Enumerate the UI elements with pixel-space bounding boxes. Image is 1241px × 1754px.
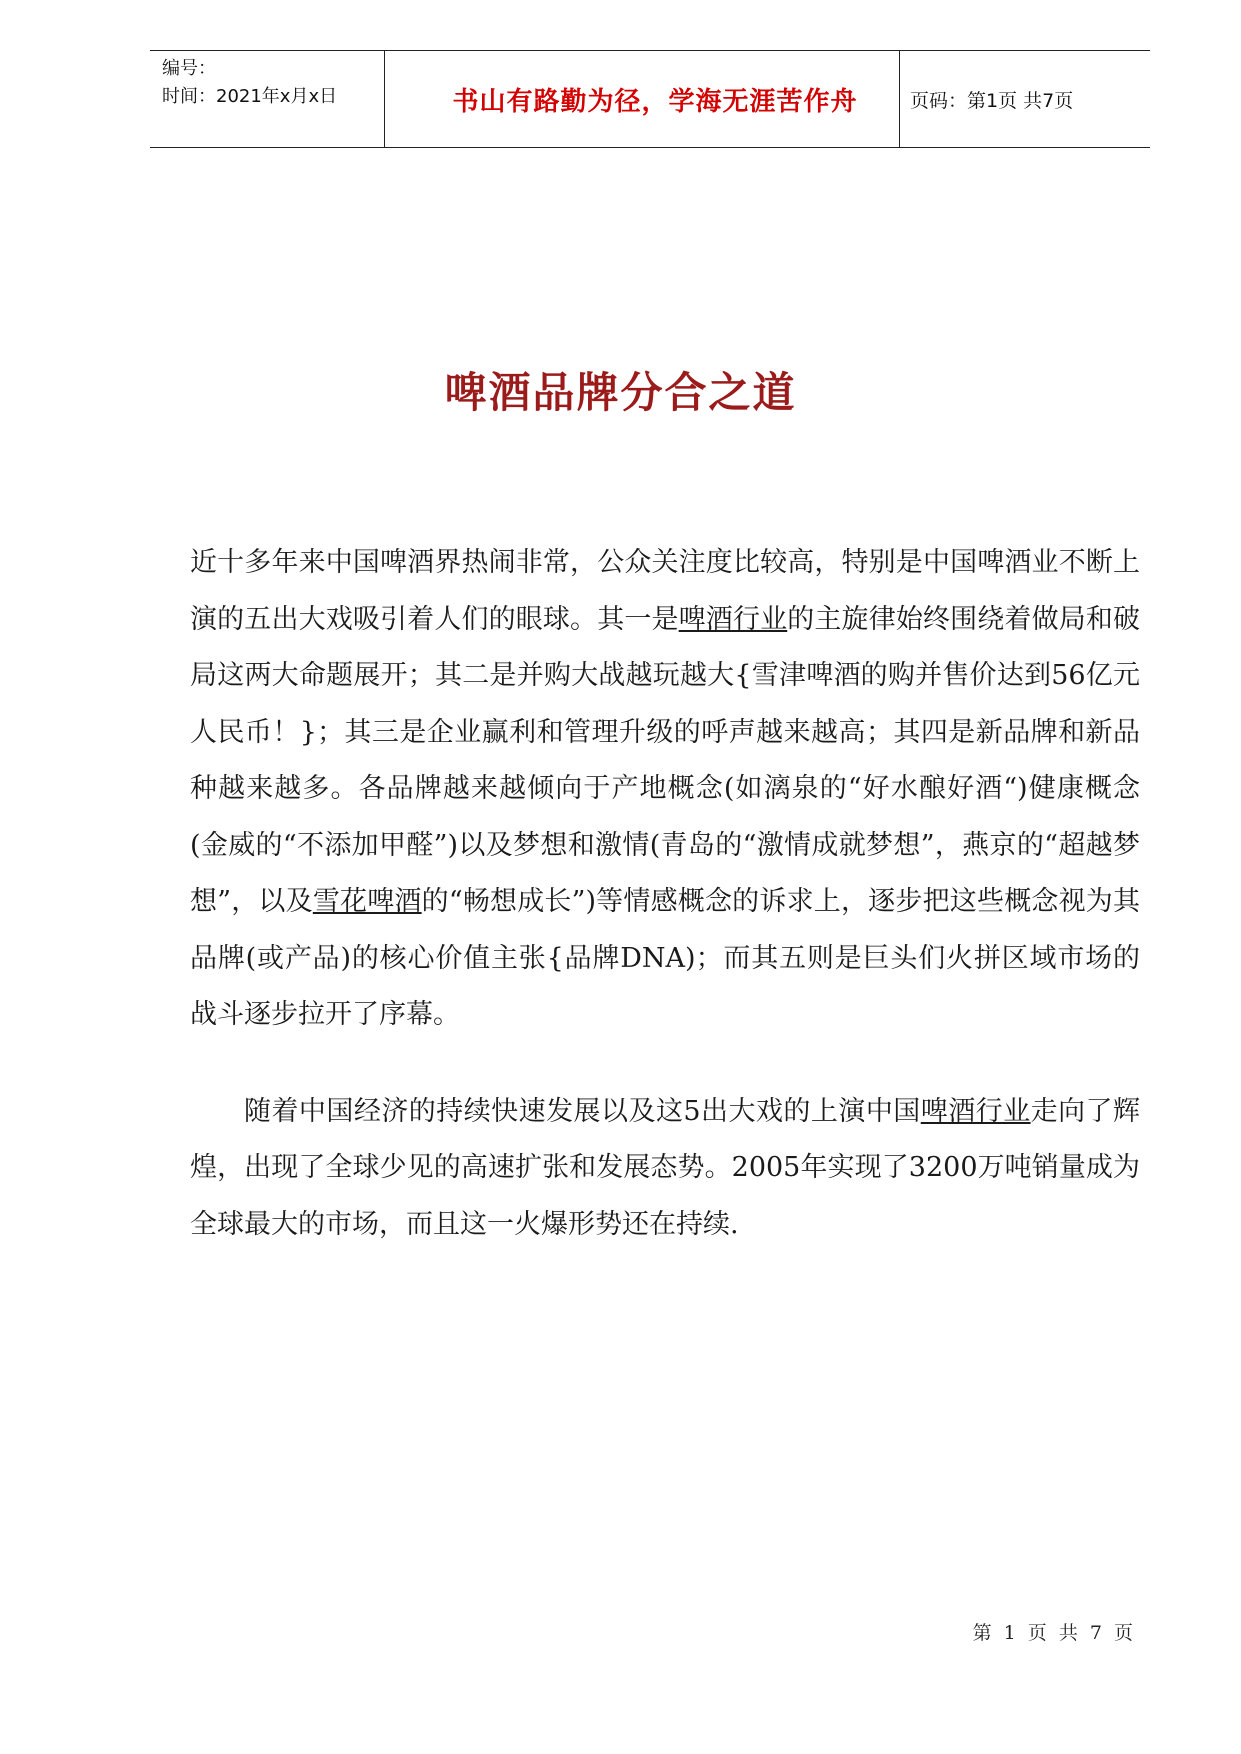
document-body [190,535,1140,1253]
paragraph-1-text-a: 近十多年来中国啤酒界热闹非常，公众关注度比较高，特别是中国啤酒业不断上演的五出大戏吸引着人们的眼球。其一是 [190,547,1140,635]
paragraph-1-text-b: 的主旋律始终围绕着做局和破局这两大命题展开；其二是并购大战越玩越大{雪津啤酒的购并售价达到56亿元人民币！}；其三是企业赢利和管理升级的呼声越来越高；其四是新品牌和新品种越来越多。各品牌越来越倾向于产地概念(如漓泉的“好水酿好酒“)健康概念(金威的“不添加甲醛”)以及梦想和激情(青岛的“激情成就梦想”，燕京的“超越梦想”，以及 [190,603,1141,917]
document-header [150,50,1150,148]
header-divider-left [384,51,385,147]
header-divider-right [899,51,900,147]
beer-industry-link[interactable]: 啤酒行业 [678,603,788,635]
time-label: 时间：2021年x月x日 [162,86,338,107]
page-footer: 第 1 页 共 7 页 [972,1622,1136,1644]
paragraph-1-text-c: 的“畅想成长”)等情感概念的诉求上，逐步把这些概念视为其品牌(或产品)的核心价值主张{品牌DNA)；而其五则是巨头们火拼区域市场的战斗逐步拉开了序幕。 [190,886,1140,1030]
paragraph-2 [190,1084,1140,1254]
paragraph-2-text-b: 走向了辉煌，出现了全球少见的高速扩张和发展态势。2005年实现了3200万吨销量成为全球最大的市场，而且这一火爆形势还在持续. [190,1095,1140,1240]
document-title: 啤酒品牌分合之道 [444,368,797,417]
number-label: 编号： [162,58,216,79]
header-meta [162,55,337,111]
paragraph-2-text-a: 随着中国经济的持续快速发展以及这5出大戏的上演中国 [244,1095,921,1127]
snow-beer-link[interactable]: 雪花啤酒 [312,886,422,917]
header-page-number: 页码：第1页 共7页 [910,89,1074,112]
paragraph-1 [190,535,1140,1044]
header-motto: 书山有路勤为径，学海无涯苦作舟 [452,86,858,117]
beer-industry-link-2[interactable]: 啤酒行业 [920,1095,1031,1127]
